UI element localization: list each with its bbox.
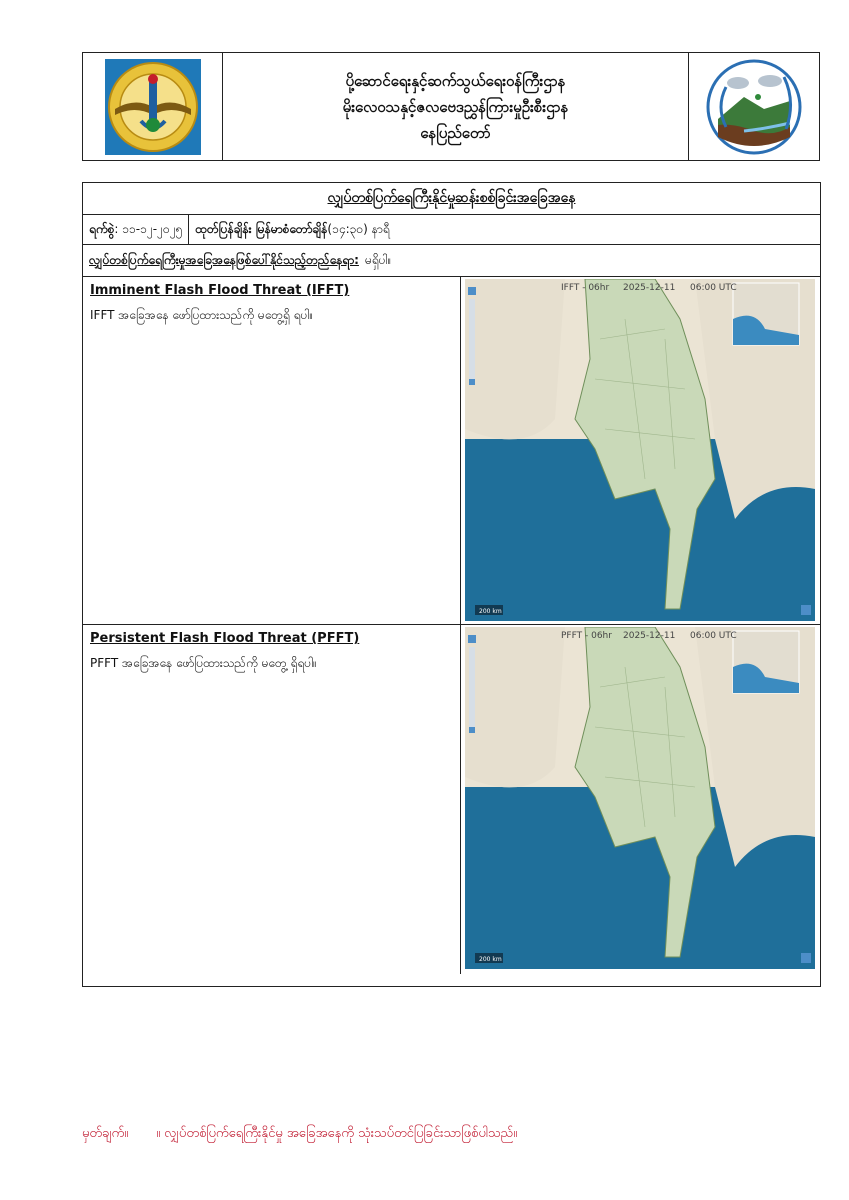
date-cell: [83, 215, 189, 244]
document-title: လျှပ်တစ်ပြက်ရေကြီးနိုင်မှုဆန်းစစ်ခြင်းအခြေအနေ: [83, 183, 820, 215]
pfft-description: PFFT အခြေအနေ ဖော်ပြထားသည်ကို မတွေ့ ရှိရပါ။: [90, 656, 317, 670]
note-label: မှတ်ချက်။: [82, 1126, 129, 1141]
issue-time-label: ထုတ်ပြန်ချိန်း မြန်မာစံတော်ချိန်: [195, 221, 328, 236]
ifft-text-cell: [83, 277, 461, 624]
pfft-map-cell: [461, 625, 820, 974]
pfft-map-date: 2025-12-11: [623, 631, 676, 641]
ministry-emblem-icon: [105, 59, 201, 155]
department-logo-cell: [688, 53, 819, 160]
ifft-map-cell: [461, 277, 820, 624]
city-name: နေပြည်တော်: [420, 123, 491, 142]
assessment-table: [82, 182, 821, 987]
pfft-text-cell: [83, 625, 461, 974]
pfft-map: [465, 627, 815, 969]
pfft-title: Persistent Flash Flood Threat (PFFT): [90, 631, 360, 646]
ifft-map-time: 06:00 UTC: [690, 283, 737, 293]
ifft-title: Imminent Flash Flood Threat (IFFT): [90, 283, 350, 298]
status-label: လျှပ်တစ်ပြက်ရေကြီးမှုအခြေအနေဖြစ်ပေါ်နိုင်သည့်တည်နေရာ:: [89, 252, 359, 267]
letterhead: [82, 52, 820, 161]
ministry-logo-cell: [83, 53, 223, 160]
ifft-map-label: IFFT - 06hr: [561, 283, 610, 293]
status-value: မရှိပါ။: [364, 252, 392, 267]
ifft-map: [465, 279, 815, 621]
pfft-row: [83, 625, 820, 974]
pfft-map-time: 06:00 UTC: [690, 631, 737, 641]
pfft-map-label: PFFT - 06hr: [561, 631, 612, 641]
date-value: : ၁၁-၁၂-၂၀၂၅: [114, 221, 183, 236]
note-text: ။ လျှပ်တစ်ပြက်ရေကြီးနိုင်မှု အခြေအနေကို သုံးသပ်တင်ပြခြင်းသာဖြစ်ပါသည်။: [156, 1126, 518, 1141]
ifft-map-date: 2025-12-11: [623, 283, 676, 293]
ministry-name: ပို့ဆောင်ရေးနှင့်ဆက်သွယ်ရေးဝန်ကြီးဌာန: [345, 71, 566, 90]
issue-info-row: [83, 215, 820, 245]
hydrology-cycle-icon: [704, 57, 804, 157]
header-title: [223, 53, 688, 160]
ifft-description: IFFT အခြေအနေ ဖော်ပြထားသည်ကို မတွေ့ရှိ ရပါ။: [90, 308, 314, 322]
footnote: [82, 1125, 517, 1144]
ifft-row: [83, 277, 820, 625]
date-label: ရက်စွဲ: [89, 221, 115, 236]
pfft-scale-label: 200 km: [479, 956, 502, 963]
ifft-scale-label: 200 km: [479, 608, 502, 615]
issue-time-cell: [189, 215, 395, 244]
issue-time-value: (၁၄:၃၀) နာရီ: [327, 221, 390, 236]
status-row: [83, 245, 820, 277]
department-name: မိုးလေဝသနှင့်ဇလဗေဒညွှန်ကြားမှုဦးစီးဌာန: [342, 97, 569, 116]
